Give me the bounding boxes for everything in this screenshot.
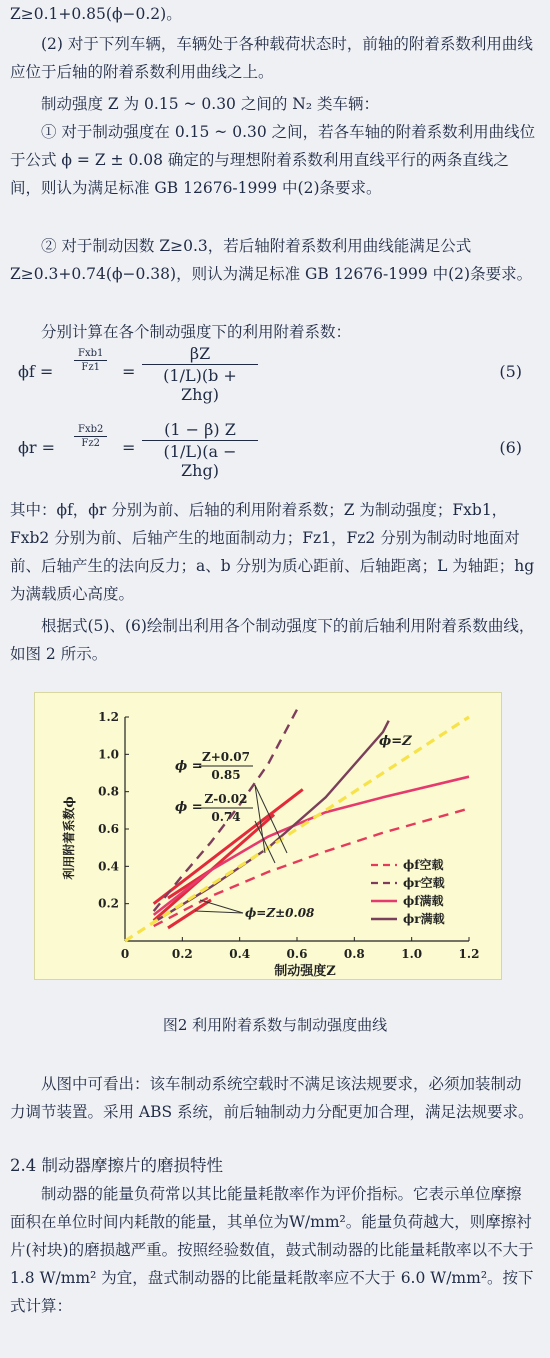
eq5-frac2: [142, 344, 258, 404]
eq5-mid: =: [122, 362, 136, 381]
annotation-phi-eq-z: ϕ=Z: [379, 734, 412, 749]
legend-label-front-full: ϕf满载: [403, 894, 444, 908]
eq6-den2: (1/L)(a − Zhg): [163, 442, 237, 480]
equation-5: [18, 344, 534, 404]
x-tick-label: 0.6: [286, 947, 308, 961]
eq6-num2: (1 − β) Z: [142, 420, 258, 441]
y-tick-label: 0.4: [98, 859, 119, 874]
annotation-lower-den: 0.74: [211, 810, 241, 824]
text-plot-intro: 根据式(5)、(6)绘制出利用各个制动强度下的前后轴利用附着系数曲线，如图 2 所示。: [10, 617, 535, 663]
y-tick-label: 1.0: [98, 747, 119, 762]
eq5-lhs: ϕf =: [18, 362, 54, 381]
y-tick-label: 0.2: [98, 896, 119, 911]
x-tick-label: 0.8: [343, 947, 365, 961]
annotation-upper-num: Z+0.07: [201, 750, 251, 764]
legend-label-front-empty: ϕf空载: [403, 858, 444, 872]
text-after-figure: 从图中可看出：该车制动系统空载时不满足该法规要求，必须加装制动力调节装置。采用 ABS 系统，前后轴制动力分配更加合理，满足法规要求。: [10, 1075, 534, 1121]
x-tick-label: 0.4: [229, 947, 251, 961]
annotation-lower-phi: ϕ =: [175, 800, 203, 815]
eq6-mid: =: [122, 438, 136, 457]
chart-legend: [371, 857, 445, 926]
annotation-upper-den: 0.85: [211, 768, 241, 782]
x-tick-label: 0: [120, 947, 130, 961]
eq5-num1: Fxb1: [74, 348, 107, 361]
text-n2-intro: 制动强度 Z 为 0.15 ~ 0.30 之间的 N₂ 类车辆：: [41, 95, 379, 113]
chart-xlabel: 制动强度Z: [274, 964, 336, 979]
eq5-frac1: [74, 348, 107, 373]
text-section-paragraph: 制动器的能量负荷常以其比能量耗散率作为评价指标。它表示单位摩擦面积在单位时间内耗散的能量，其单位为W/mm²。能量负荷越大，则摩擦衬片(衬块)的磨损越严重。按照经验数值，鼓式制动器的比能量耗散率以不大于 1.8 W/mm² 为宜，盘式制动器的比能量耗散率应不大于 6.0 W/mm²。按下式计算：: [10, 1185, 534, 1315]
text-where: 其中：ϕf，ϕr 分别为前、后轴的利用附着系数；Z 为制动强度；Fxb1，Fxb2 分别为前、后轴产生的地面制动力；Fz1，Fz2 分别为制动时地面对前、后轴产生的法向反力；a、b 分别为质心距前、后轴距离；L 为轴距；hg 为满载质心高度。: [10, 501, 535, 603]
equation-6: [18, 420, 534, 480]
eq6-den1: Fz2: [81, 438, 100, 449]
x-tick-label: 1.0: [401, 947, 423, 961]
y-tick-label: 0.8: [98, 784, 119, 799]
figure-2: [34, 692, 502, 980]
eq6-lhs: ϕr =: [18, 438, 56, 457]
series-rear-full: [154, 721, 389, 923]
section-heading: 2.4 制动器摩擦片的磨损特性: [10, 1156, 223, 1175]
y-tick-label: 1.2: [98, 710, 119, 724]
x-tick-label: 0.2: [171, 947, 193, 961]
eq5-den1: Fz1: [81, 362, 100, 373]
legend-label-rear-full: ϕr满载: [403, 912, 445, 926]
eq6-num1: Fxb2: [74, 424, 107, 437]
text-calc-intro: 分别计算在各个制动强度下的利用附着系数：: [41, 323, 352, 341]
annotation-band: ϕ=Z±0.08: [245, 906, 315, 920]
chart-svg: [35, 693, 501, 979]
text-top-line: Z≥0.1+0.85(ϕ−0.2)。: [10, 5, 182, 23]
annotation-lower-num: Z-0.02: [204, 792, 248, 806]
eq6-number: (6): [499, 438, 522, 457]
x-tick-label: 1.2: [458, 947, 480, 961]
annotation-upper-phi: ϕ =: [175, 759, 203, 774]
eq5-number: (5): [499, 362, 522, 381]
legend-label-rear-empty: ϕr空载: [403, 876, 445, 890]
eq6-frac2: [142, 420, 258, 480]
text-item2: (2) 对于下列车辆，车辆处于各种载荷状态时，前轴的附着系数利用曲线应位于后轴的附着系数利用曲线之上。: [10, 35, 533, 81]
figure-caption: 图2 利用附着系数与制动强度曲线: [162, 1016, 388, 1034]
eq6-frac1: [74, 424, 107, 449]
y-tick-label: 0.6: [98, 822, 119, 836]
text-cond1: ① 对于制动强度在 0.15 ~ 0.30 之间，若各车轴的附着系数利用曲线位于公式 ϕ = Z ± 0.08 确定的与理想附着系数利用直线平行的两条直线之间，则认为满足标准 GB 12676-1999 中(2)条要求。: [10, 123, 536, 197]
eq5-den2: (1/L)(b + Zhg): [163, 366, 237, 404]
text-cond2: ② 对于制动因数 Z≥0.3，若后轴附着系数利用曲线能满足公式 Z≥0.3+0.74(ϕ−0.38)，则认为满足标准 GB 12676-1999 中(2)条要求。: [10, 237, 533, 283]
eq5-num2: βZ: [142, 344, 258, 365]
chart-ylabel: 利用附着系数ϕ: [62, 796, 76, 880]
